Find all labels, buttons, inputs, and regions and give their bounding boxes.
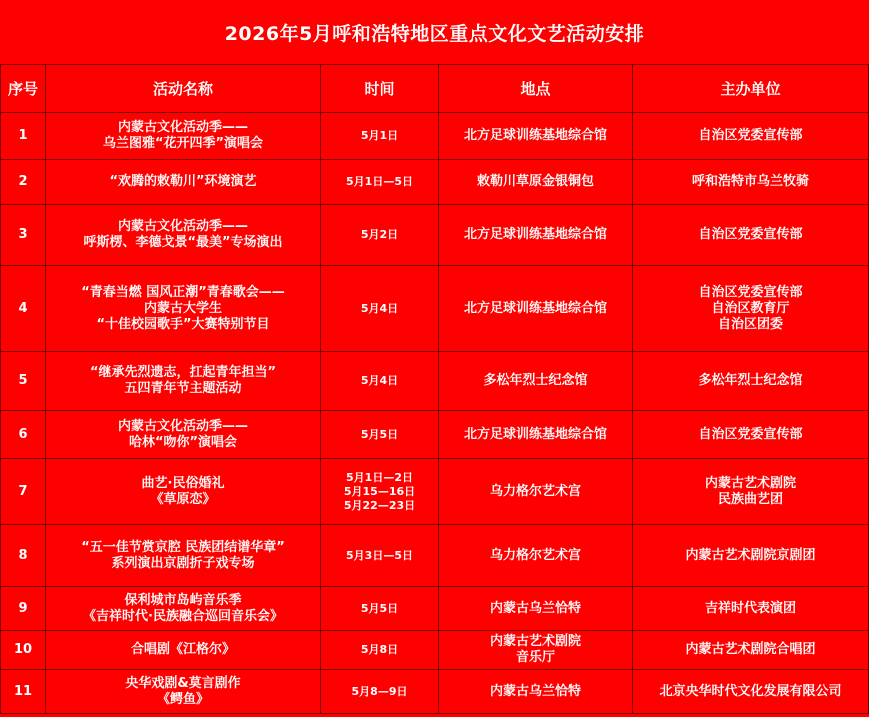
cell-activity-name [46, 525, 321, 587]
cell-activity-name [46, 205, 321, 266]
cell-host [633, 160, 869, 205]
cell-activity-name [46, 411, 321, 459]
cell-place [439, 525, 633, 587]
host-line: 自治区教育厅 [711, 300, 790, 316]
time-line: 5月8日 [360, 643, 399, 656]
cell-place [439, 205, 633, 266]
name-line: 合唱剧《江格尔》 [130, 642, 235, 657]
row-number: 1 [18, 128, 28, 143]
cell-activity-name [46, 459, 321, 525]
table-row [1, 459, 869, 525]
place-line: 北方足球训练基地综合馆 [463, 426, 607, 442]
time-line: 5月5日 [360, 427, 399, 441]
table-body [1, 113, 869, 714]
table-row [1, 670, 869, 714]
name-line: 央华戏剧&莫言剧作 [125, 675, 241, 691]
cell-place [439, 113, 633, 160]
header-time: 时间 [321, 65, 439, 113]
place-line: 内蒙古乌兰恰特 [489, 683, 581, 699]
row-number: 3 [18, 227, 28, 242]
table-row [1, 352, 869, 411]
host-line: 呼和浩特市乌兰牧骑 [691, 174, 809, 189]
cell-place [439, 587, 633, 631]
row-number: 4 [18, 300, 28, 316]
place-line: 北方足球训练基地综合馆 [463, 128, 607, 143]
name-line: 内蒙古大学生 [143, 300, 222, 316]
header-no: 序号 [1, 65, 46, 113]
host-line: 自治区党委宣传部 [698, 284, 803, 300]
cell-activity-name [46, 113, 321, 160]
host-line: 内蒙古艺术剧院 [704, 475, 796, 491]
cell-place [439, 670, 633, 714]
name-line: 乌兰图雅“花开四季”演唱会 [102, 136, 264, 151]
host-line: 内蒙古艺术剧院京剧团 [685, 547, 816, 563]
row-number: 5 [18, 373, 28, 388]
cell-activity-name [46, 631, 321, 670]
host-line: 北京央华时代文化发展有限公司 [659, 683, 842, 699]
cell-no [1, 113, 46, 160]
cell-time [321, 113, 439, 160]
name-line: 内蒙古文化活动季—— [117, 418, 248, 434]
header-row [1, 65, 869, 113]
name-line: 五四青年节主题活动 [124, 381, 242, 396]
cell-host [633, 670, 869, 714]
cell-time [321, 459, 439, 525]
place-line: 内蒙古乌兰恰特 [489, 600, 581, 616]
host-line: 吉祥时代表演团 [704, 600, 796, 616]
cell-time [321, 266, 439, 352]
cell-time [321, 352, 439, 411]
cell-time [321, 631, 439, 670]
cell-no [1, 587, 46, 631]
cell-no [1, 266, 46, 352]
name-line: “继承先烈遗志，扛起青年担当” [89, 365, 277, 380]
name-line: 保利城市岛屿音乐季 [124, 592, 242, 608]
cell-time [321, 411, 439, 459]
row-number: 7 [18, 483, 28, 499]
cell-no [1, 631, 46, 670]
cell-time [321, 670, 439, 714]
name-line: “十佳校园歌手”大赛特别节目 [96, 316, 270, 332]
name-line: 《草原恋》 [150, 491, 216, 507]
cell-activity-name [46, 352, 321, 411]
cell-time [321, 525, 439, 587]
cell-no [1, 352, 46, 411]
time-line: 5月15—16日 [343, 484, 416, 498]
place-line: 北方足球训练基地综合馆 [463, 227, 607, 242]
time-line: 5月22—23日 [343, 498, 416, 512]
name-line: “青春当燃 国风正潮”青春歌会—— [81, 284, 285, 300]
host-line: 自治区党委宣传部 [698, 128, 803, 143]
cell-no [1, 670, 46, 714]
host-line: 民族曲艺团 [717, 491, 783, 507]
row-number: 2 [18, 174, 28, 189]
cell-place [439, 631, 633, 670]
host-line: 内蒙古艺术剧院合唱团 [685, 642, 816, 657]
cell-no [1, 160, 46, 205]
time-line: 5月8—9日 [351, 684, 408, 698]
name-line: 《鳄鱼》 [156, 691, 209, 707]
table-row [1, 160, 869, 205]
name-line: 内蒙古文化活动季—— [117, 219, 248, 234]
cell-no [1, 205, 46, 266]
cell-activity-name [46, 587, 321, 631]
place-line: 乌力格尔艺术宫 [489, 483, 581, 499]
table-row [1, 525, 869, 587]
cell-host [633, 525, 869, 587]
row-number: 10 [13, 642, 33, 657]
time-line: 5月4日 [360, 374, 399, 387]
cell-host [633, 459, 869, 525]
cell-place [439, 160, 633, 205]
name-line: 《吉祥时代·民族融合巡回音乐会》 [83, 608, 283, 624]
place-line: 乌力格尔艺术宫 [489, 547, 581, 563]
cell-host [633, 411, 869, 459]
time-line: 5月5日 [360, 601, 399, 615]
name-line: 呼斯楞、李德戈景“最美”专场演出 [83, 235, 283, 250]
cell-time [321, 160, 439, 205]
cell-no [1, 411, 46, 459]
name-line: 系列演出京剧折子戏专场 [111, 555, 255, 571]
cell-host [633, 266, 869, 352]
table-row [1, 411, 869, 459]
cell-activity-name [46, 160, 321, 205]
header-name: 活动名称 [46, 65, 321, 113]
time-line: 5月2日 [360, 228, 399, 241]
table-row [1, 587, 869, 631]
host-line: 多松年烈士纪念馆 [698, 373, 803, 388]
cell-host [633, 113, 869, 160]
cell-activity-name [46, 670, 321, 714]
cell-host [633, 587, 869, 631]
name-line: 哈林“吻你”演唱会 [128, 434, 238, 450]
time-line: 5月1日 [360, 129, 399, 142]
place-line: 内蒙古艺术剧院 [489, 634, 581, 649]
cell-activity-name [46, 266, 321, 352]
table-row [1, 631, 869, 670]
time-line: 5月1日—2日 [346, 470, 413, 484]
cell-time [321, 587, 439, 631]
time-line: 5月1日—5日 [346, 175, 413, 188]
row-number: 9 [18, 600, 28, 616]
cell-host [633, 631, 869, 670]
place-line: 北方足球训练基地综合馆 [463, 300, 607, 316]
header-place: 地点 [439, 65, 633, 113]
time-line: 5月4日 [360, 301, 399, 315]
table-row [1, 113, 869, 160]
name-line: “欢腾的敕勒川”环境演艺 [109, 174, 257, 189]
time-line: 5月3日—5日 [346, 548, 413, 562]
host-line: 自治区党委宣传部 [698, 426, 803, 442]
sheet-title: 2026年5月呼和浩特地区重点文化文艺活动安排 [0, 0, 869, 65]
table-row [1, 205, 869, 266]
host-line: 自治区团委 [717, 316, 783, 332]
cell-place [439, 266, 633, 352]
cell-time [321, 205, 439, 266]
name-line: “五一佳节赏京腔 民族团结谱华章” [81, 539, 285, 555]
name-line: 曲艺·民俗婚礼 [141, 475, 225, 491]
row-number: 11 [13, 683, 33, 699]
host-line: 自治区党委宣传部 [698, 227, 803, 242]
place-line: 音乐厅 [515, 650, 555, 665]
cell-no [1, 459, 46, 525]
cell-place [439, 411, 633, 459]
cell-place [439, 352, 633, 411]
name-line: 内蒙古文化活动季—— [117, 120, 248, 135]
header-host: 主办单位 [633, 65, 869, 113]
place-line: 多松年烈士纪念馆 [483, 373, 588, 388]
cell-host [633, 352, 869, 411]
place-line: 敕勒川草原金银铜包 [476, 174, 594, 189]
row-number: 6 [18, 426, 28, 442]
activity-table [0, 64, 869, 714]
cell-host [633, 205, 869, 266]
table-row [1, 266, 869, 352]
cell-place [439, 459, 633, 525]
cell-no [1, 525, 46, 587]
row-number: 8 [18, 547, 28, 563]
